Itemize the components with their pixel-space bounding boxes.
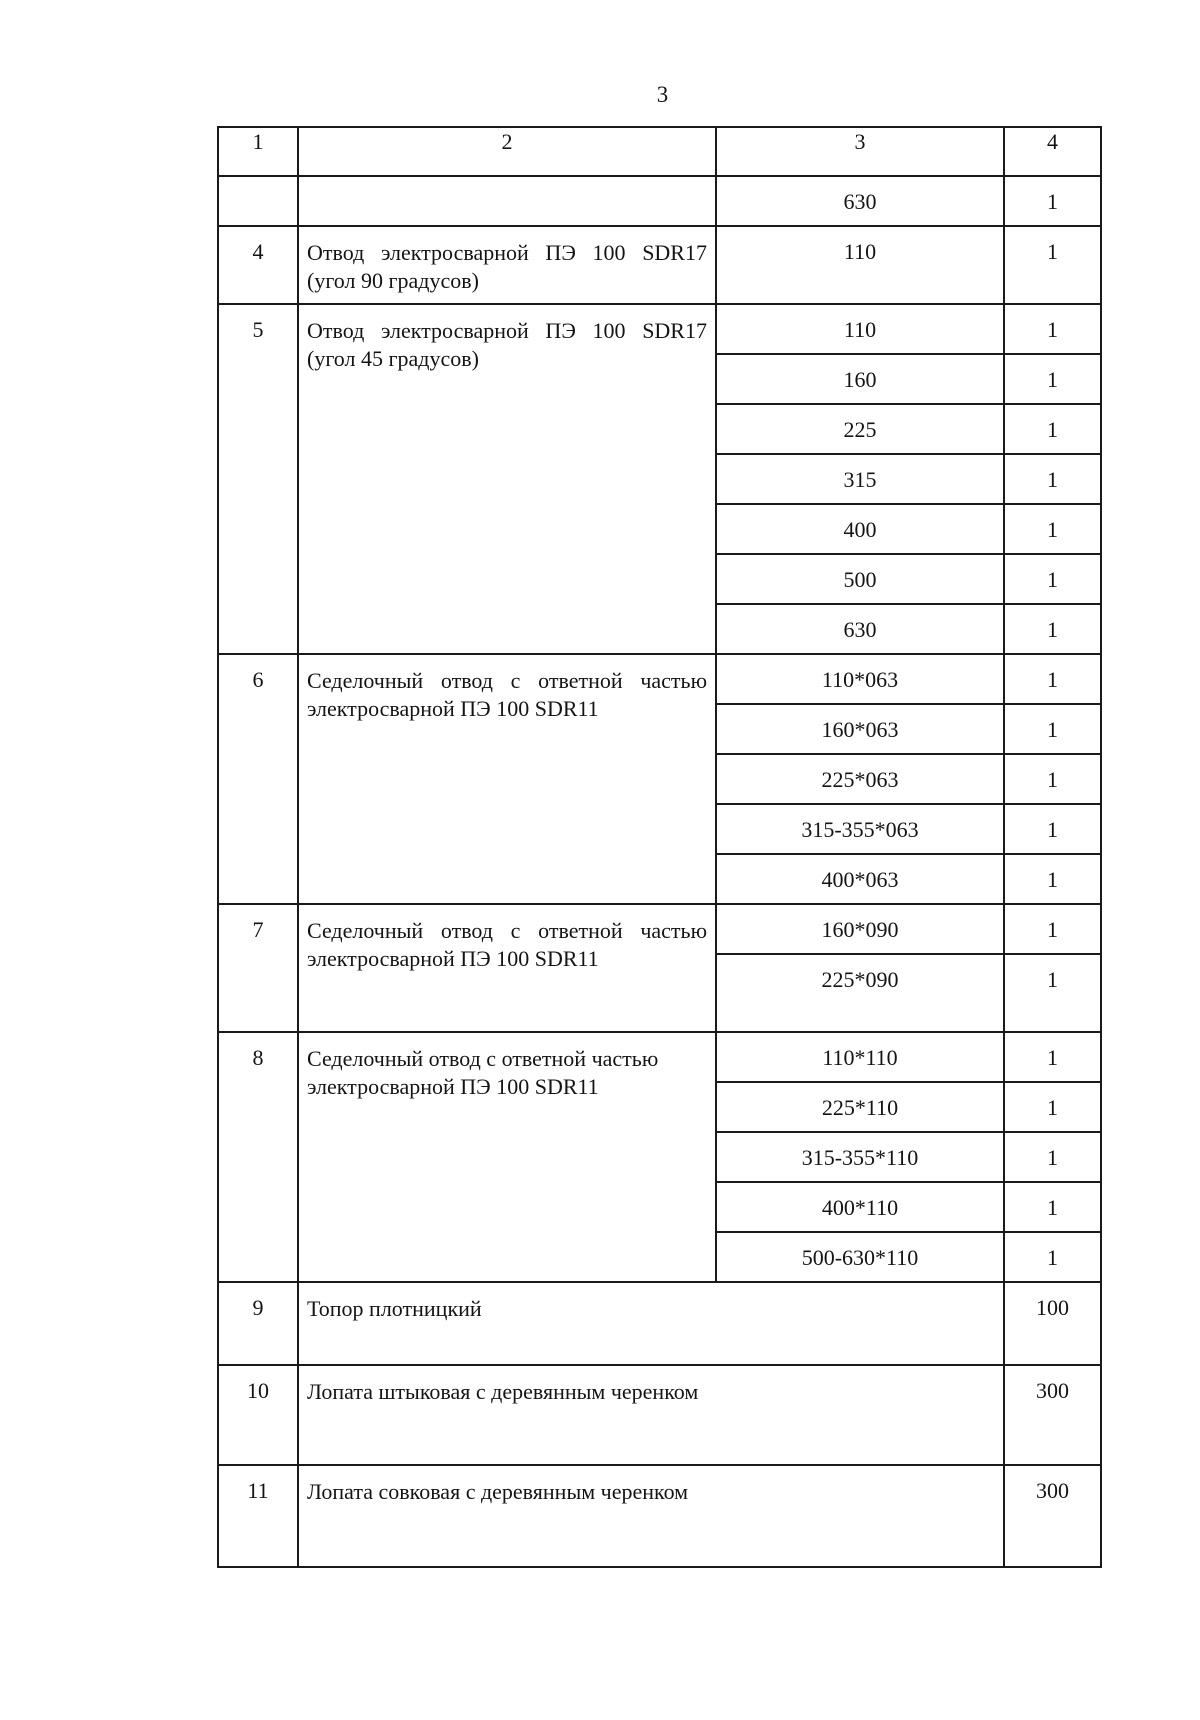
quantity-cell: 1 [1004,304,1101,354]
size-cell: 160*090 [716,904,1004,954]
quantity-cell: 1 [1004,854,1101,904]
table-row [218,1032,1101,1082]
quantity-cell: 1 [1004,954,1101,1032]
row-number: 5 [218,304,298,654]
quantity-cell: 1 [1004,504,1101,554]
quantity-cell: 1 [1004,804,1101,854]
size-cell: 315-355*063 [716,804,1004,854]
table-row [218,1365,1101,1465]
size-cell: 400*110 [716,1182,1004,1232]
size-cell: 400*063 [716,854,1004,904]
row-number: 7 [218,904,298,1032]
quantity-cell: 1 [1004,654,1101,704]
quantity-cell: 1 [1004,354,1101,404]
size-cell: 110*110 [716,1032,1004,1082]
quantity-cell: 1 [1004,1132,1101,1182]
row-number: 6 [218,654,298,904]
header-cell: 1 [218,127,298,176]
quantity-cell: 300 [1004,1365,1101,1465]
size-cell: 315 [716,454,1004,504]
page-number: 3 [656,82,669,107]
size-cell: 225 [716,404,1004,454]
quantity-cell: 1 [1004,1082,1101,1132]
quantity-cell: 1 [1004,404,1101,454]
row-number: 9 [218,1282,298,1365]
item-name: Седелочный отвод с ответной частью электросварной ПЭ 100 SDR11 [298,1032,716,1282]
item-name: Седелочный отвод с ответной частью электросварной ПЭ 100 SDR11 [298,654,716,904]
quantity-cell: 100 [1004,1282,1101,1365]
table-row [218,904,1101,954]
size-cell: 110*063 [716,654,1004,704]
size-cell: 400 [716,504,1004,554]
size-cell: 160*063 [716,704,1004,754]
quantity-cell: 1 [1004,604,1101,654]
quantity-cell: 1 [1004,454,1101,504]
item-name: Седелочный отвод с ответной частью электросварной ПЭ 100 SDR11 [298,904,716,1032]
specification-table [217,126,1102,1568]
item-name: Лопата совковая с деревянным черенком [298,1465,1004,1567]
quantity-cell: 1 [1004,176,1101,226]
quantity-cell: 1 [1004,554,1101,604]
item-name: Отвод электросварной ПЭ 100 SDR17 (угол 45 градусов) [298,304,716,654]
table-row [218,1465,1101,1567]
table-row [218,176,1101,226]
quantity-cell: 1 [1004,1232,1101,1282]
size-cell: 160 [716,354,1004,404]
header-cell: 3 [716,127,1004,176]
quantity-cell: 1 [1004,904,1101,954]
size-cell: 630 [716,176,1004,226]
quantity-cell: 1 [1004,1182,1101,1232]
size-cell: 110 [716,304,1004,354]
quantity-cell: 1 [1004,1032,1101,1082]
item-name [298,176,716,226]
item-name: Отвод электросварной ПЭ 100 SDR17 (угол 90 градусов) [298,226,716,304]
size-cell: 225*110 [716,1082,1004,1132]
item-name: Лопата штыковая с деревянным черенком [298,1365,1004,1465]
row-number: 10 [218,1365,298,1465]
size-cell: 315-355*110 [716,1132,1004,1182]
size-cell: 500 [716,554,1004,604]
table-row [218,304,1101,354]
table-row [218,654,1101,704]
quantity-cell: 300 [1004,1465,1101,1567]
item-name: Топор плотницкий [298,1282,1004,1365]
table-row [218,226,1101,304]
size-cell: 500-630*110 [716,1232,1004,1282]
size-cell: 225*063 [716,754,1004,804]
row-number: 8 [218,1032,298,1282]
size-cell: 110 [716,226,1004,304]
quantity-cell: 1 [1004,754,1101,804]
table-header-row [218,127,1101,176]
size-cell: 630 [716,604,1004,654]
row-number [218,176,298,226]
header-cell: 2 [298,127,716,176]
table-row [218,1282,1101,1365]
row-number: 4 [218,226,298,304]
row-number: 11 [218,1465,298,1567]
quantity-cell: 1 [1004,226,1101,304]
quantity-cell: 1 [1004,704,1101,754]
header-cell: 4 [1004,127,1101,176]
size-cell: 225*090 [716,954,1004,1032]
